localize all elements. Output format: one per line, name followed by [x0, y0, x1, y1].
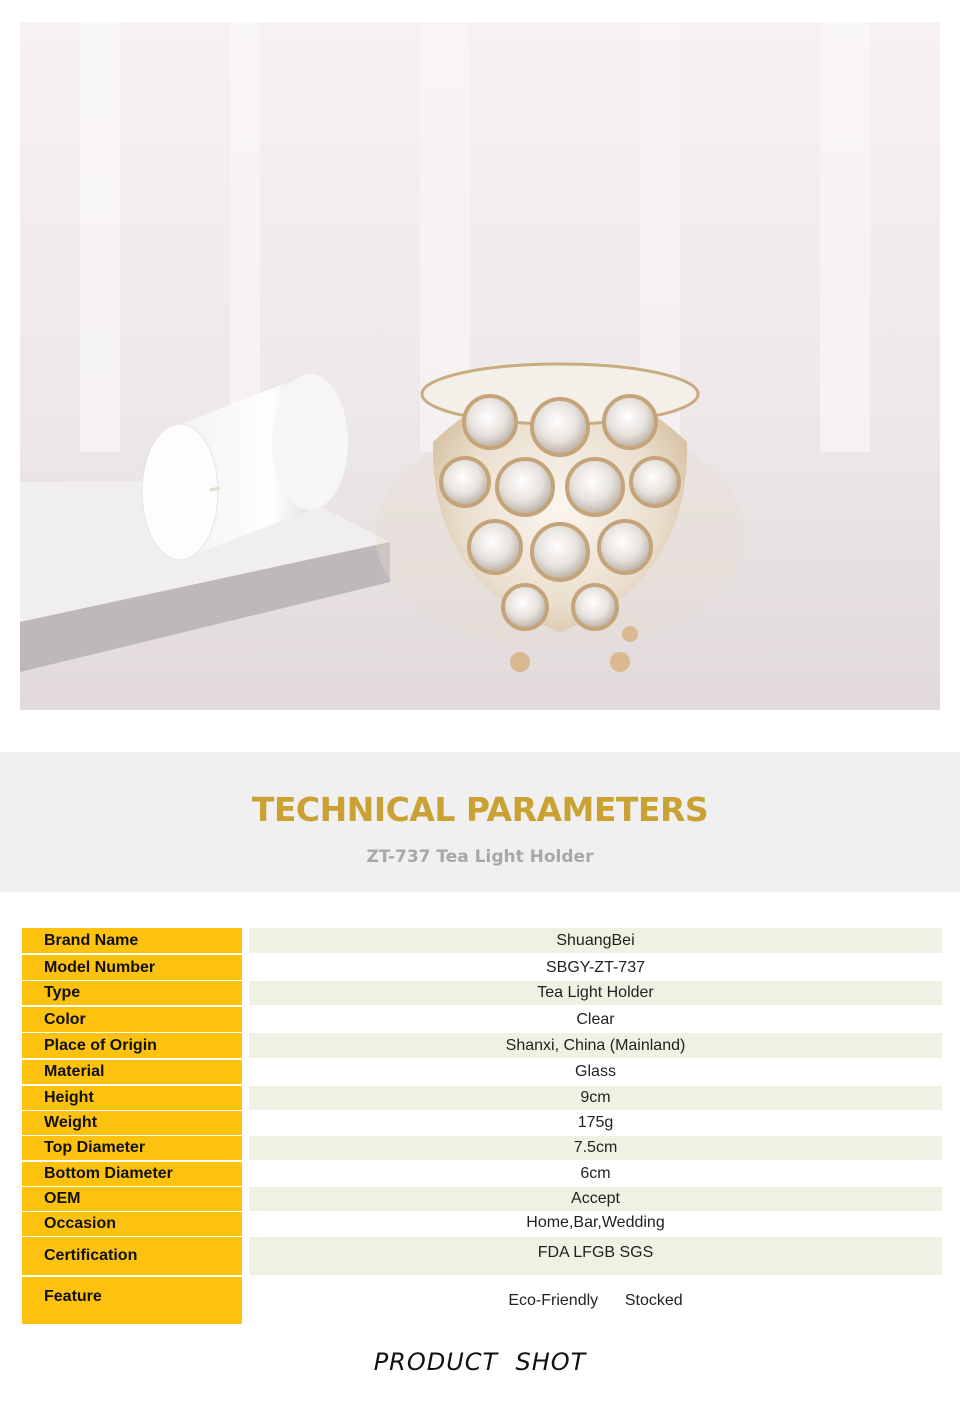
spec-value-material: Glass — [575, 1063, 616, 1080]
spec-label-place-of-origin: Place of Origin — [22, 1033, 242, 1058]
spec-value-color: Clear — [576, 1010, 615, 1028]
spec-value-certification: FDA LFGB SGS — [249, 1237, 942, 1275]
spec-value-top-diameter: 7.5cm — [249, 1136, 942, 1160]
spec-value-occasion: Home,Bar,Wedding — [526, 1214, 665, 1231]
spec-value-weight: 175g — [577, 1114, 614, 1131]
spec-label-model-number: Model Number — [22, 955, 242, 980]
spec-label-top-diameter: Top Diameter — [22, 1136, 242, 1160]
spec-value-brand-name: ShuangBei — [249, 928, 942, 953]
spec-label-bottom-diameter: Bottom Diameter — [22, 1162, 242, 1186]
product-shot-heading: PRODUCT SHOT — [373, 1348, 587, 1376]
spec-label-weight: Weight — [22, 1111, 242, 1135]
spec-label-certification: Certification — [22, 1237, 242, 1275]
spec-value-bottom-diameter: 6cm — [580, 1165, 611, 1182]
spec-value-type: Tea Light Holder — [249, 981, 942, 1005]
spec-value-height: 9cm — [249, 1086, 942, 1110]
spec-label-material: Material — [22, 1060, 242, 1084]
spec-value-feature: Eco-Friendly Stocked — [508, 1291, 683, 1309]
section-subtitle: ZT-737 Tea Light Holder — [366, 847, 594, 867]
spec-label-occasion: Occasion — [22, 1212, 242, 1236]
spec-label-feature: Feature — [22, 1277, 242, 1324]
spec-label-color: Color — [22, 1007, 242, 1032]
spec-value-place-of-origin: Shanxi, China (Mainland) — [249, 1033, 942, 1058]
spec-value-model-number: SBGY-ZT-737 — [545, 958, 645, 976]
spec-label-type: Type — [22, 981, 242, 1005]
spec-value-oem: Accept — [249, 1187, 942, 1211]
spec-label-oem: OEM — [22, 1187, 242, 1211]
product-photo — [20, 22, 940, 710]
section-title: TECHNICAL PARAMETERS — [251, 790, 709, 829]
product-photo-illustration — [20, 22, 940, 710]
spec-label-brand-name: Brand Name — [22, 928, 242, 953]
spec-label-height: Height — [22, 1086, 242, 1110]
